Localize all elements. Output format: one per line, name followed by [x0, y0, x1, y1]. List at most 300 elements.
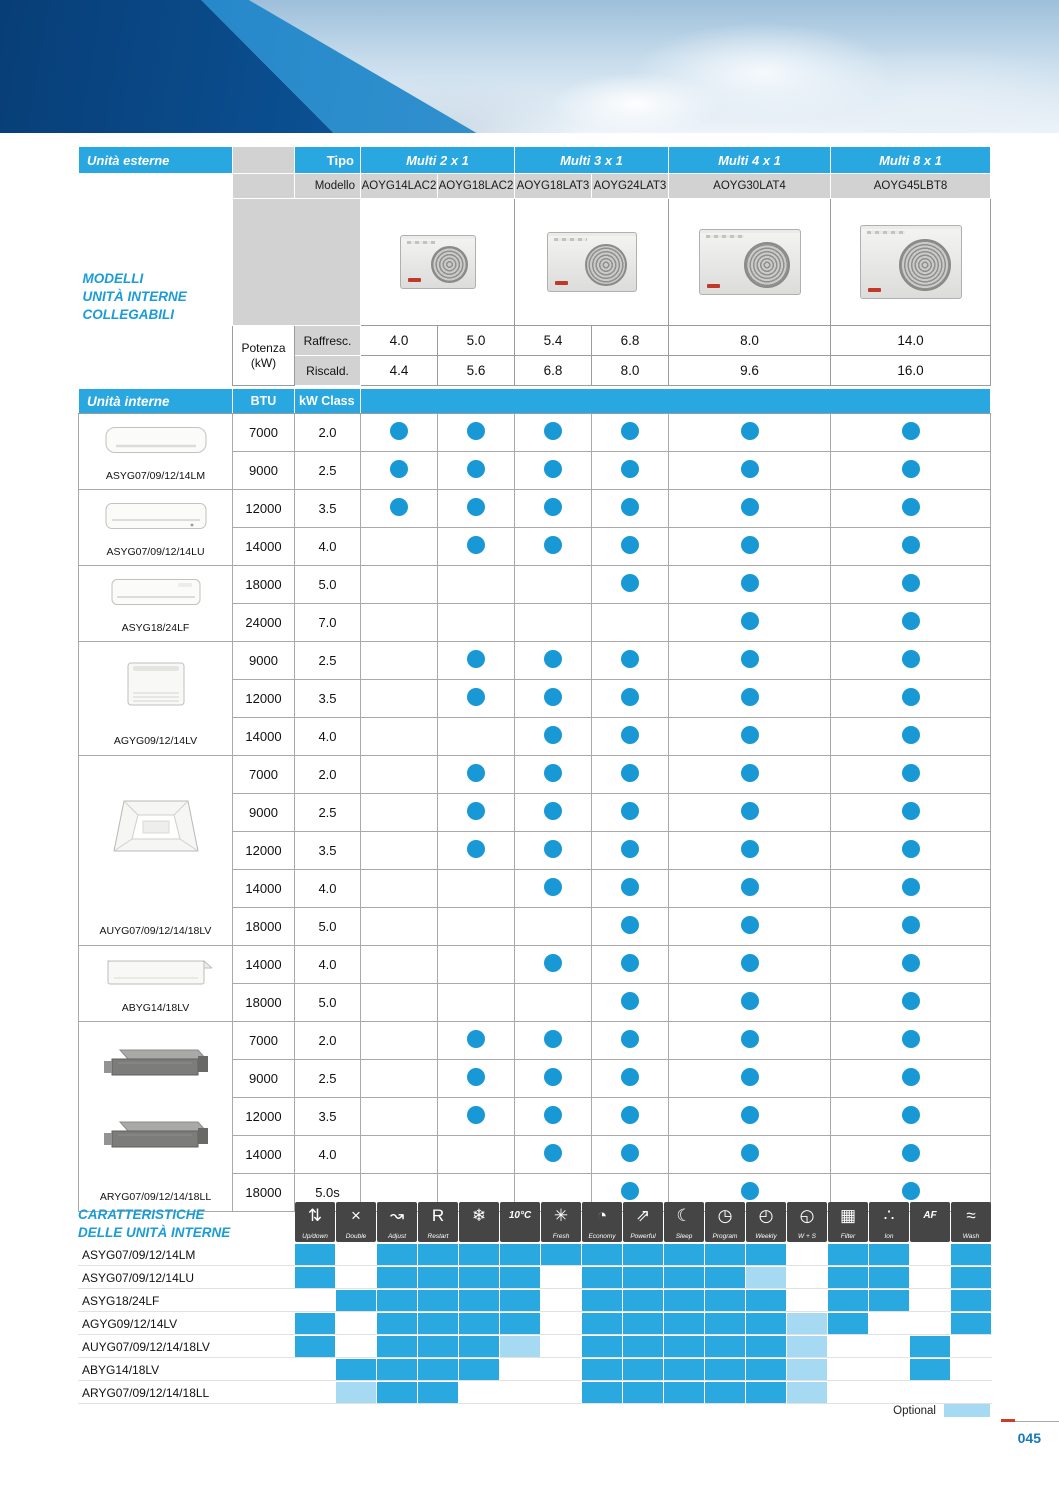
compatibility-dot [902, 1030, 920, 1048]
feature-cell [500, 1244, 540, 1265]
compatibility-cell [592, 528, 669, 566]
riscald-label: Riscald. [295, 356, 361, 386]
compatibility-dot [902, 536, 920, 554]
compatibility-dot [902, 878, 920, 896]
compatibility-dot [467, 688, 485, 706]
compatibility-dot [390, 498, 408, 516]
compatibility-dot [741, 802, 759, 820]
compatibility-dot [902, 650, 920, 668]
compatibility-cell [438, 718, 515, 756]
feature-icon-label: Powerful [630, 1233, 656, 1240]
feature-cell [623, 1382, 663, 1403]
kw-class-value: 3.5 [295, 490, 361, 528]
compatibility-dot [902, 954, 920, 972]
compatibility-cell [669, 870, 831, 908]
feature-cell [787, 1290, 827, 1311]
outdoor-model: AOYG18LAT3 [515, 174, 592, 199]
feature-cell [910, 1336, 950, 1357]
feature-cell [746, 1313, 786, 1334]
compatibility-cell [592, 908, 669, 946]
feature-cell [541, 1382, 581, 1403]
af-icon [910, 1202, 950, 1242]
indoor-unit-model: ASYG18/24LF [121, 621, 190, 634]
compatibility-dot [741, 574, 759, 592]
compatibility-cell [515, 832, 592, 870]
feature-cell [664, 1244, 704, 1265]
feature-cell [418, 1244, 458, 1265]
feature-icon-label: W + S [798, 1233, 816, 1240]
compatibility-cell [515, 908, 592, 946]
capacity-value: 14.0 [831, 326, 991, 356]
multi-8x1-header: Multi 8 x 1 [831, 147, 991, 174]
capacity-value: 6.8 [592, 326, 669, 356]
feature-row [78, 1290, 992, 1312]
compatibility-dot [741, 992, 759, 1010]
feature-cell [582, 1336, 622, 1357]
compatibility-cell [515, 1098, 592, 1136]
compatibility-dot [621, 536, 639, 554]
feature-row-model: ASYG18/24LF [78, 1290, 294, 1311]
compatibility-dot [621, 688, 639, 706]
indoor-unit-model: AGYG09/12/14LV [113, 735, 198, 748]
feature-cell [828, 1244, 868, 1265]
feature-cell [869, 1313, 909, 1334]
feature-icon-glyph: ◴ [758, 1206, 774, 1225]
compatibility-dot [621, 460, 639, 478]
compatibility-dot [544, 726, 562, 744]
feature-cell [541, 1359, 581, 1380]
feature-cell [746, 1382, 786, 1403]
feature-cell [828, 1313, 868, 1334]
compatibility-cell [361, 1098, 438, 1136]
feature-cell [664, 1336, 704, 1357]
compatibility-dot [544, 1106, 562, 1124]
economy-icon [582, 1202, 622, 1242]
feature-cell [541, 1313, 581, 1334]
compatibility-cell [361, 832, 438, 870]
compatibility-cell [592, 642, 669, 680]
compatibility-dot [741, 1182, 759, 1200]
feature-cell [541, 1244, 581, 1265]
compatibility-cell [669, 680, 831, 718]
compatibility-dot [741, 1106, 759, 1124]
compatibility-dot [621, 992, 639, 1010]
multi-2x1-header: Multi 2 x 1 [361, 147, 515, 174]
compatibility-dot [467, 1068, 485, 1086]
compatibility-cell [361, 756, 438, 794]
compatibility-cell [831, 414, 991, 452]
indoor-row [79, 642, 991, 680]
feature-cell [664, 1382, 704, 1403]
compatibility-cell [515, 756, 592, 794]
compatibility-cell [669, 452, 831, 490]
feature-matrix [78, 1244, 992, 1404]
outdoor-model: AOYG24LAT3 [592, 174, 669, 199]
feature-cell [910, 1267, 950, 1288]
compatibility-dot [902, 992, 920, 1010]
indoor-unit-model: ASYG07/09/12/14LM [105, 469, 206, 482]
compatibility-cell [361, 680, 438, 718]
feature-icon-label: Sleep [675, 1233, 693, 1240]
compatibility-dot [902, 726, 920, 744]
capacity-value: 6.8 [515, 356, 592, 386]
compatibility-dot [544, 764, 562, 782]
compatibility-cell [361, 870, 438, 908]
compatibility-dot [467, 1030, 485, 1048]
compatibility-cell [831, 946, 991, 984]
feature-cell [623, 1290, 663, 1311]
feature-cell [623, 1244, 663, 1265]
kw-class-value: 5.0s [295, 1174, 361, 1212]
compatibility-dot [544, 1144, 562, 1162]
feature-cell [623, 1313, 663, 1334]
compatibility-cell [592, 1022, 669, 1060]
feature-cell [910, 1244, 950, 1265]
feature-cell [295, 1382, 335, 1403]
feature-cell [705, 1244, 745, 1265]
compatibility-cell [831, 642, 991, 680]
multi-3x1-header: Multi 3 x 1 [515, 147, 669, 174]
btu-value: 12000 [233, 832, 295, 870]
outdoor-model: AOYG45LBT8 [831, 174, 991, 199]
compatibility-cell [438, 414, 515, 452]
compatibility-dot [621, 498, 639, 516]
btu-value: 7000 [233, 756, 295, 794]
feature-cell [869, 1359, 909, 1380]
compatibility-cell [831, 1022, 991, 1060]
feature-icon-glyph: ≈ [966, 1206, 976, 1225]
compatibility-cell [361, 718, 438, 756]
indoor-unit-cell [79, 946, 233, 1022]
side-note-cell [79, 174, 233, 386]
indoor-unit-image [104, 1047, 208, 1081]
feature-cell [828, 1336, 868, 1357]
feature-cell [787, 1382, 827, 1403]
updown-swing-icon [295, 1202, 335, 1242]
feature-cell [377, 1290, 417, 1311]
feature-cell [828, 1359, 868, 1380]
indoor-unit-cell [79, 414, 233, 490]
compatibility-dot [741, 1144, 759, 1162]
compatibility-cell [831, 566, 991, 604]
compatibility-dot [390, 422, 408, 440]
compatibility-cell [438, 1136, 515, 1174]
outdoor-unit-image [699, 229, 801, 295]
kw-class-value: 4.0 [295, 946, 361, 984]
indoor-row [79, 756, 991, 794]
compatibility-cell [831, 680, 991, 718]
kw-class-value: 2.5 [295, 642, 361, 680]
compatibility-cell [361, 1136, 438, 1174]
compatibility-cell [669, 414, 831, 452]
outdoor-image-cell [669, 199, 831, 326]
feature-cell [664, 1267, 704, 1288]
compatibility-dot [741, 612, 759, 630]
compatibility-dot [902, 764, 920, 782]
feature-cell [377, 1244, 417, 1265]
compatibility-cell [438, 604, 515, 642]
feature-cell [336, 1313, 376, 1334]
compatibility-cell [831, 794, 991, 832]
compatibility-dot [544, 840, 562, 858]
compatibility-dot [902, 422, 920, 440]
compatibility-cell [831, 1136, 991, 1174]
restart-icon [418, 1202, 458, 1242]
btu-value: 14000 [233, 718, 295, 756]
compatibility-cell [361, 1060, 438, 1098]
feature-cell [705, 1267, 745, 1288]
compatibility-cell [831, 870, 991, 908]
feature-cell [336, 1244, 376, 1265]
feature-cell [377, 1313, 417, 1334]
compatibility-cell [669, 832, 831, 870]
compatibility-cell [438, 794, 515, 832]
compatibility-dot [544, 688, 562, 706]
outdoor-image-cell [361, 199, 515, 326]
capacity-value: 8.0 [669, 326, 831, 356]
feature-icon-label: Double [345, 1233, 367, 1240]
indoor-unit-model: ABYG14/18LV [121, 1002, 190, 1014]
capacity-value: 4.0 [361, 326, 438, 356]
compatibility-cell [515, 1022, 592, 1060]
feature-cell [623, 1359, 663, 1380]
feature-cell [664, 1313, 704, 1334]
feature-cell [295, 1244, 335, 1265]
feature-icons-row [295, 1202, 991, 1243]
kw-class-value: 2.0 [295, 756, 361, 794]
feature-cell [459, 1313, 499, 1334]
feature-cell [705, 1313, 745, 1334]
btu-value: 9000 [233, 642, 295, 680]
compatibility-cell [361, 528, 438, 566]
compatibility-dot [621, 840, 639, 858]
compatibility-dot [621, 916, 639, 934]
compatibility-cell [438, 566, 515, 604]
kw-class-value: 5.0 [295, 984, 361, 1022]
kw-class-value: 2.5 [295, 1060, 361, 1098]
btu-value: 12000 [233, 680, 295, 718]
feature-cell [418, 1336, 458, 1357]
compatibility-cell [592, 1098, 669, 1136]
program-timer-icon [705, 1202, 745, 1242]
spacer-cell [233, 147, 295, 174]
feature-cell [951, 1382, 991, 1403]
btu-value: 12000 [233, 490, 295, 528]
feature-row-model: ABYG14/18LV [78, 1359, 294, 1380]
kw-class-value: 2.5 [295, 794, 361, 832]
feature-cell [787, 1267, 827, 1288]
compatibility-cell [669, 756, 831, 794]
btu-value: 14000 [233, 1136, 295, 1174]
feature-cell [951, 1336, 991, 1357]
feature-icon-label: Weekly [755, 1233, 777, 1240]
compatibility-dot [902, 688, 920, 706]
btu-value: 12000 [233, 1098, 295, 1136]
feature-icon-label: Restart [427, 1233, 449, 1240]
compatibility-cell [515, 490, 592, 528]
compatibility-cell [669, 984, 831, 1022]
compatibility-cell [361, 566, 438, 604]
capacity-value: 8.0 [592, 356, 669, 386]
features-section [78, 1202, 992, 1405]
indoor-unit-image [104, 1119, 208, 1153]
indoor-units-table [78, 388, 991, 1212]
compatibility-dot [467, 764, 485, 782]
feature-cell [787, 1336, 827, 1357]
feature-cell [705, 1359, 745, 1380]
feature-cell [500, 1359, 540, 1380]
feature-cell [951, 1244, 991, 1265]
wash-icon [951, 1202, 991, 1242]
ion-icon [869, 1202, 909, 1242]
compatibility-cell [592, 794, 669, 832]
indoor-unit-cell [79, 756, 233, 946]
compatibility-dot [544, 536, 562, 554]
feature-icon-glyph: ❄ [471, 1206, 487, 1225]
compatibility-cell [669, 566, 831, 604]
compatibility-dot [902, 1144, 920, 1162]
compatibility-dot [621, 1030, 639, 1048]
feature-cell [459, 1359, 499, 1380]
feature-row-model: ARYG07/09/12/14/18LL [78, 1382, 294, 1403]
compatibility-dot [544, 878, 562, 896]
feature-cell [869, 1290, 909, 1311]
kw-class-value: 2.0 [295, 414, 361, 452]
modello-label: Modello [295, 174, 361, 199]
compatibility-cell [592, 490, 669, 528]
compatibility-cell [831, 528, 991, 566]
compatibility-cell [438, 756, 515, 794]
feature-row [78, 1336, 992, 1358]
feature-icon-glyph: ↝ [389, 1206, 405, 1225]
page-number: 045 [1017, 1430, 1041, 1446]
features-title: CARATTERISTICHE DELLE UNITÀ INTERNE [78, 1207, 231, 1240]
feature-row [78, 1244, 992, 1266]
feature-row [78, 1359, 992, 1381]
compatibility-dot [741, 916, 759, 934]
compatibility-cell [361, 794, 438, 832]
indoor-row [79, 414, 991, 452]
indoor-unit-image [112, 795, 200, 859]
compatibility-cell [592, 832, 669, 870]
margin-marker [1001, 1419, 1015, 1422]
compatibility-cell [361, 604, 438, 642]
feature-icon-label: Program [712, 1233, 738, 1240]
compatibility-cell [515, 984, 592, 1022]
compatibility-dot [621, 764, 639, 782]
compatibility-cell [515, 1136, 592, 1174]
compatibility-cell [438, 908, 515, 946]
compatibility-cell [361, 642, 438, 680]
features-header [78, 1202, 992, 1243]
outdoor-unit-image [860, 225, 962, 299]
feature-cell [582, 1267, 622, 1288]
indoor-unit-image [125, 661, 187, 707]
banner-sky-photo [0, 0, 1059, 133]
compatibility-dot [390, 460, 408, 478]
feature-cell [418, 1382, 458, 1403]
feature-cell [705, 1382, 745, 1403]
feature-cell [295, 1290, 335, 1311]
optional-label: Optional [893, 1404, 936, 1417]
kw-class-value: 7.0 [295, 604, 361, 642]
indoor-unit-cell [79, 642, 233, 756]
btu-value: 18000 [233, 566, 295, 604]
compatibility-cell [592, 756, 669, 794]
compatibility-dot [544, 954, 562, 972]
feature-cell [828, 1267, 868, 1288]
compatibility-dot [741, 460, 759, 478]
feature-cell [787, 1313, 827, 1334]
feature-cell [295, 1313, 335, 1334]
compatibility-dot [467, 498, 485, 516]
feature-cell [582, 1359, 622, 1380]
compatibility-dot [902, 460, 920, 478]
compatibility-dot [902, 574, 920, 592]
feature-cell [500, 1290, 540, 1311]
feature-cell [582, 1382, 622, 1403]
compatibility-dot [741, 536, 759, 554]
feature-cell [951, 1290, 991, 1311]
tipo-label: Tipo [295, 147, 361, 174]
compatibility-cell [669, 718, 831, 756]
compatibility-cell [669, 1098, 831, 1136]
feature-cell [459, 1267, 499, 1288]
compatibility-cell [515, 528, 592, 566]
compatibility-cell [361, 490, 438, 528]
btu-value: 14000 [233, 528, 295, 566]
filter-icon [828, 1202, 868, 1242]
feature-cell [623, 1267, 663, 1288]
feature-icon-glyph: ∴ [883, 1206, 895, 1225]
feature-icon-glyph: ⇅ [307, 1206, 323, 1225]
feature-cell [910, 1382, 950, 1403]
feature-cell [746, 1336, 786, 1357]
feature-row [78, 1382, 992, 1404]
btu-value: 18000 [233, 1174, 295, 1212]
feature-icon-label: Up/down [302, 1233, 328, 1240]
compatibility-cell [592, 604, 669, 642]
compatibility-cell [592, 870, 669, 908]
btu-value: 14000 [233, 870, 295, 908]
btu-value: 9000 [233, 452, 295, 490]
feature-cell [582, 1313, 622, 1334]
feature-icon-glyph: ▦ [839, 1206, 857, 1225]
compatibility-dot [621, 726, 639, 744]
outdoor-image-cell [515, 199, 669, 326]
indoor-row [79, 490, 991, 528]
outdoor-unit-image [547, 232, 637, 292]
compatibility-dot [621, 802, 639, 820]
kw-class-value: 4.0 [295, 870, 361, 908]
indoor-unit-image [100, 956, 212, 990]
outdoor-image-cell [831, 199, 991, 326]
indoor-row [79, 946, 991, 984]
snowflake-icon [459, 1202, 499, 1242]
feature-cell [500, 1313, 540, 1334]
feature-cell [910, 1313, 950, 1334]
btu-value: 18000 [233, 984, 295, 1022]
compatibility-cell [438, 984, 515, 1022]
indoor-unit-image [104, 501, 208, 531]
compatibility-cell [438, 680, 515, 718]
feature-cell [869, 1244, 909, 1265]
weekly-timer-icon [746, 1202, 786, 1242]
compatibility-dot [902, 612, 920, 630]
compatibility-cell [831, 908, 991, 946]
feature-icon-glyph: × [351, 1206, 361, 1225]
spacer-cell [233, 174, 295, 199]
